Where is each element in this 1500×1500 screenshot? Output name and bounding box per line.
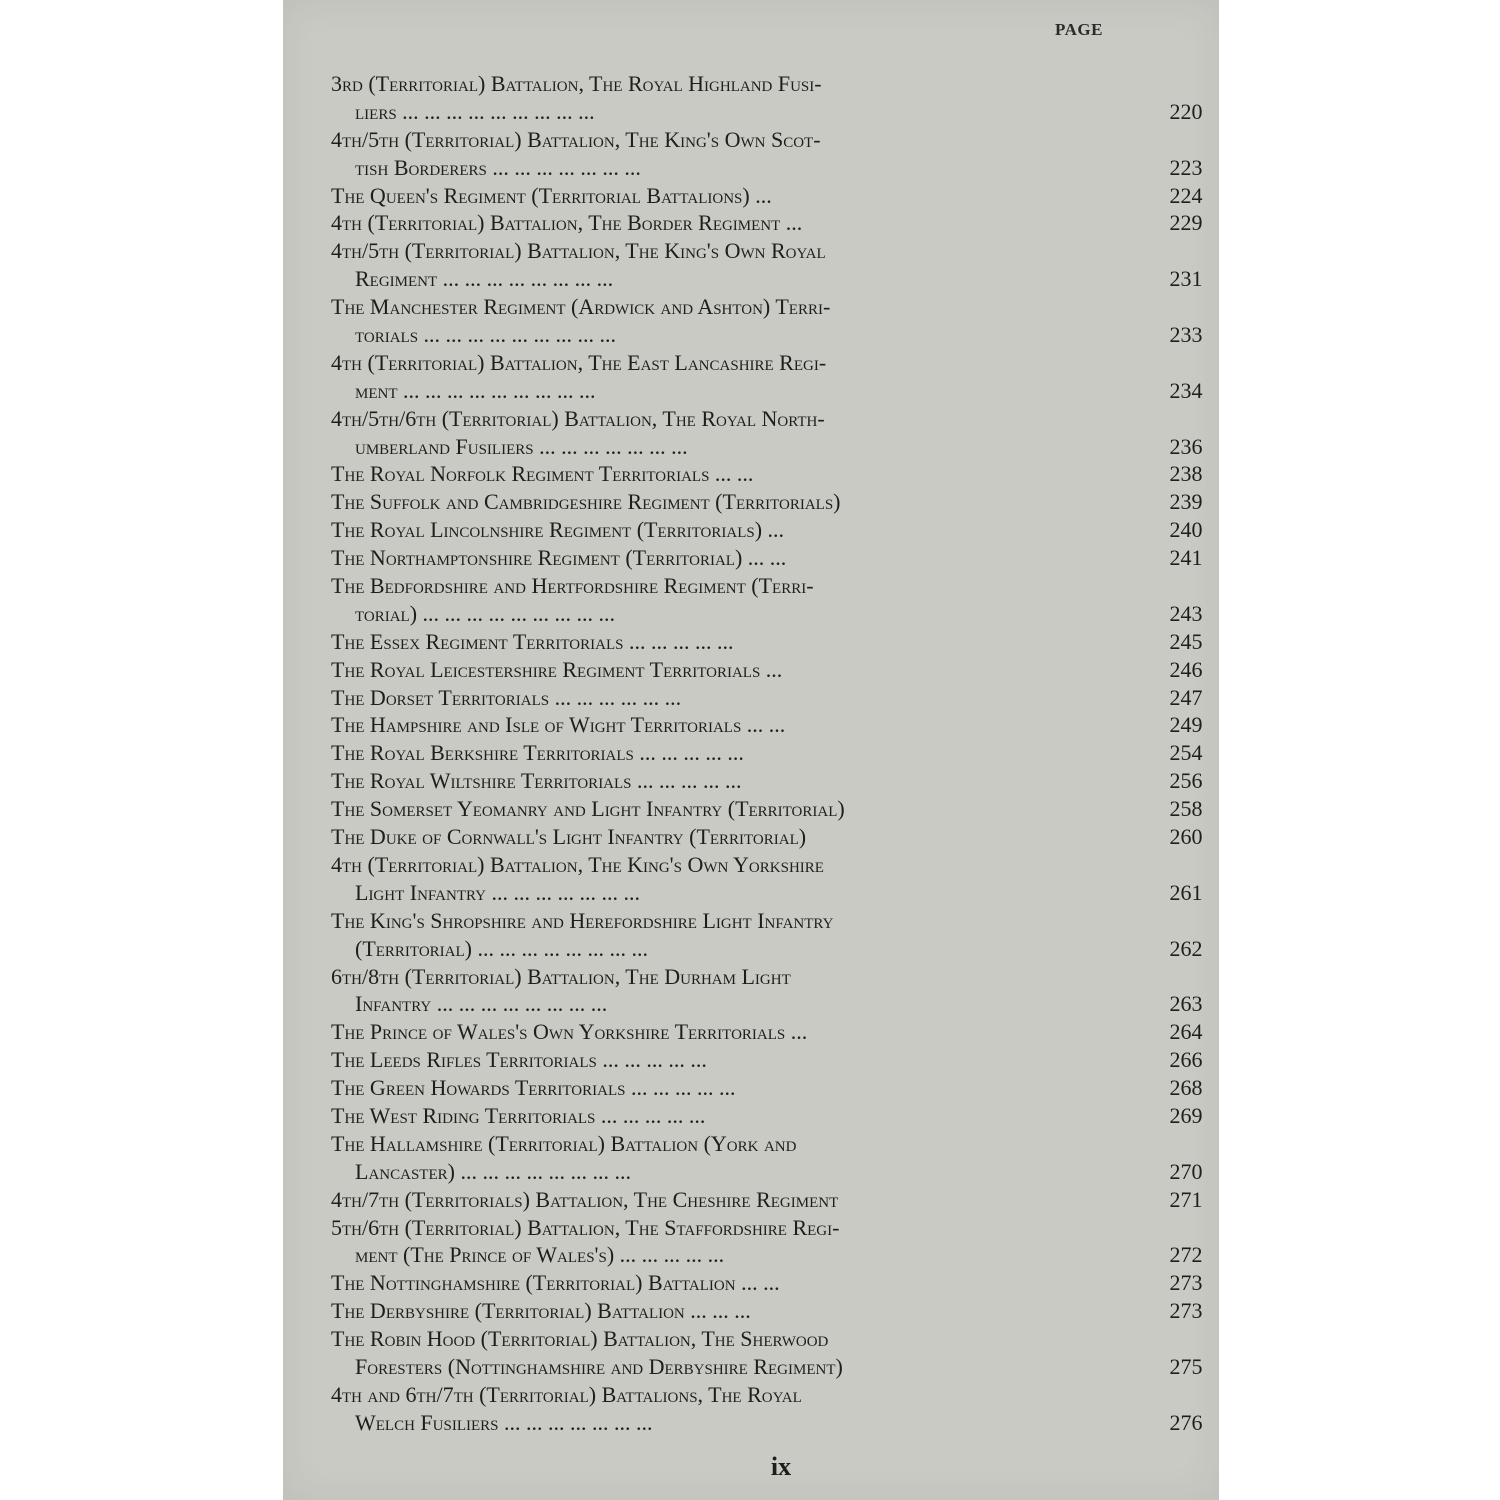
toc-entry-title: 6th/8th (Territorial) Battalion, The Durham Light: [331, 963, 791, 989]
toc-entry-page: 268: [1169, 1075, 1203, 1101]
toc-entry: [331, 628, 1203, 656]
toc-entry-title-continued: ment (The Prince of Wales's) ... ... ... ... ...: [355, 1242, 725, 1268]
toc-entry: [331, 1214, 1203, 1270]
toc-entry: [331, 405, 1203, 461]
toc-entry-page: 276: [1169, 1409, 1203, 1435]
toc-entry: [331, 1269, 1203, 1297]
toc-entry-page: 233: [1169, 322, 1203, 348]
toc-entry: [331, 460, 1203, 488]
toc-entry-title: 4th/5th/6th (Territorial) Battalion, The Royal North-: [331, 405, 825, 431]
toc-entry-page: 273: [1169, 1298, 1203, 1324]
toc-entry-page: 266: [1169, 1047, 1203, 1073]
toc-entry-title-continued: umberland Fusiliers ... ... ... ... ... ... ...: [355, 433, 688, 459]
toc-entry-title-continued: Welch Fusiliers ... ... ... ... ... ... ...: [355, 1409, 653, 1435]
toc-entry-page: 229: [1169, 210, 1203, 236]
toc-entry-page: 241: [1169, 545, 1203, 571]
toc-entry-title: The Manchester Regiment (Ardwick and Ashton) Terri-: [331, 294, 831, 320]
toc-entry-title: The Nottinghamshire (Territorial) Battalion ... ...: [331, 1270, 780, 1296]
toc-entry-page: 240: [1169, 517, 1203, 543]
toc-entry: [331, 851, 1203, 907]
toc-entry-title: The Duke of Cornwall's Light Infantry (Territorial): [331, 824, 807, 850]
toc-entry-page: 262: [1169, 935, 1203, 961]
toc-entry-title: The King's Shropshire and Herefordshire Light Infantry: [331, 907, 834, 933]
toc-entry-title: The Royal Wiltshire Territorials ... ... ... ... ...: [331, 768, 742, 794]
toc-entry: [331, 1130, 1203, 1186]
toc-entry-page: 245: [1169, 628, 1203, 654]
table-of-contents: [331, 70, 1203, 1437]
toc-entry-page: 238: [1169, 461, 1203, 487]
toc-entry-title: The Royal Norfolk Regiment Territorials ... ...: [331, 461, 754, 487]
toc-entry-page: 223: [1169, 154, 1203, 180]
toc-entry: [331, 516, 1203, 544]
toc-entry-page: 254: [1169, 740, 1203, 766]
toc-entry-page: 270: [1169, 1158, 1203, 1184]
toc-entry: [331, 209, 1203, 237]
toc-entry: [331, 1046, 1203, 1074]
toc-entry: [331, 1186, 1203, 1214]
toc-entry: [331, 70, 1203, 126]
toc-entry-page: 234: [1169, 377, 1203, 403]
toc-entry-title-continued: (Territorial) ... ... ... ... ... ... ... ...: [355, 935, 648, 961]
toc-entry-title-continued: torial) ... ... ... ... ... ... ... ... ...: [355, 600, 616, 626]
toc-entry: [331, 795, 1203, 823]
toc-entry-page: 260: [1169, 824, 1203, 850]
toc-entry: [331, 572, 1203, 628]
toc-entry: [331, 126, 1203, 182]
toc-entry-title: 4th (Territorial) Battalion, The East Lancashire Regi-: [331, 349, 827, 375]
toc-entry-title: 4th/7th (Territorials) Battalion, The Cheshire Regiment: [331, 1186, 839, 1212]
toc-entry: [331, 823, 1203, 851]
toc-entry-title: The Robin Hood (Territorial) Battalion, The Sherwood: [331, 1326, 829, 1352]
toc-entry-title: The Prince of Wales's Own Yorkshire Territorials ...: [331, 1019, 808, 1045]
toc-entry-title: The West Riding Territorials ... ... ... ... ...: [331, 1102, 706, 1128]
toc-entry-title: 4th and 6th/7th (Territorial) Battalions, The Royal: [331, 1381, 802, 1407]
toc-entry: [331, 1102, 1203, 1130]
page-column-header: PAGE: [1055, 20, 1103, 39]
toc-entry-page: 236: [1169, 433, 1203, 459]
toc-entry: [331, 907, 1203, 963]
toc-entry-title-continued: Lancaster) ... ... ... ... ... ... ... ...: [355, 1158, 631, 1184]
toc-entry-title-continued: ment ... ... ... ... ... ... ... ... ...: [355, 377, 596, 403]
toc-entry: [331, 656, 1203, 684]
toc-entry: [331, 349, 1203, 405]
toc-entry: [331, 1381, 1203, 1437]
toc-entry-page: 239: [1169, 489, 1203, 515]
toc-entry-page: 247: [1169, 684, 1203, 710]
page-number: ix: [770, 1452, 792, 1481]
toc-entry-title: The Royal Lincolnshire Regiment (Territorials) ...: [331, 517, 785, 543]
toc-entry: [331, 1074, 1203, 1102]
toc-entry-page: 256: [1169, 768, 1203, 794]
toc-entry-title-continued: Light Infantry ... ... ... ... ... ... ...: [355, 879, 640, 905]
toc-entry-title: 4th (Territorial) Battalion, The Border Regiment ...: [331, 210, 803, 236]
toc-entry-page: 249: [1169, 712, 1203, 738]
toc-entry-page: 273: [1169, 1270, 1203, 1296]
toc-entry: [331, 544, 1203, 572]
toc-entry-title: The Royal Leicestershire Regiment Territorials ...: [331, 656, 783, 682]
toc-entry-page: 224: [1169, 182, 1203, 208]
toc-entry: [331, 739, 1203, 767]
toc-entry-title: The Northamptonshire Regiment (Territorial) ... ...: [331, 545, 787, 571]
toc-entry-page: 272: [1169, 1242, 1203, 1268]
toc-entry: [331, 1325, 1203, 1381]
toc-entry-title: The Essex Regiment Territorials ... ... ... ... ...: [331, 628, 734, 654]
toc-entry: [331, 1297, 1203, 1325]
toc-entry: [331, 684, 1203, 712]
toc-entry-page: 231: [1169, 266, 1203, 292]
toc-entry-title-continued: Infantry ... ... ... ... ... ... ... ...: [355, 991, 608, 1017]
toc-entry: [331, 488, 1203, 516]
toc-entry: [331, 767, 1203, 795]
toc-entry-title: 4th/5th (Territorial) Battalion, The King's Own Scot-: [331, 126, 821, 152]
toc-entry-page: 258: [1169, 796, 1203, 822]
toc-entry-page: 271: [1169, 1186, 1203, 1212]
toc-entry-title: The Hallamshire (Territorial) Battalion (York and: [331, 1130, 797, 1156]
toc-entry-title-continued: Foresters (Nottinghamshire and Derbyshire Regiment): [355, 1353, 843, 1379]
toc-entry-title: The Somerset Yeomanry and Light Infantry (Territorial): [331, 796, 845, 822]
toc-entry: [331, 1018, 1203, 1046]
book-page: [283, 0, 1219, 1500]
toc-entry-page: 220: [1169, 98, 1203, 124]
toc-entry-title: The Dorset Territorials ... ... ... ... ... ...: [331, 684, 682, 710]
toc-entry-title: 4th/5th (Territorial) Battalion, The King's Own Royal: [331, 238, 826, 264]
toc-entry-page: 246: [1169, 656, 1203, 682]
toc-entry-title: The Derbyshire (Territorial) Battalion ... ... ...: [331, 1298, 751, 1324]
toc-entry-title: 4th (Territorial) Battalion, The King's Own Yorkshire: [331, 851, 824, 877]
toc-entry: [331, 182, 1203, 210]
toc-entry: [331, 963, 1203, 1019]
toc-entry-page: 243: [1169, 600, 1203, 626]
toc-entry-title: The Suffolk and Cambridgeshire Regiment (Territorials): [331, 489, 841, 515]
toc-entry-page: 275: [1169, 1353, 1203, 1379]
toc-entry-title-continued: liers ... ... ... ... ... ... ... ... ...: [355, 98, 595, 124]
toc-entry-title: The Queen's Regiment (Territorial Battalions) ...: [331, 182, 772, 208]
toc-entry-title: 5th/6th (Territorial) Battalion, The Staffordshire Regi-: [331, 1214, 840, 1240]
toc-entry-title: 3rd (Territorial) Battalion, The Royal Highland Fusi-: [331, 71, 822, 96]
toc-entry-title: The Royal Berkshire Territorials ... ... ... ... ...: [331, 740, 744, 766]
toc-entry-page: 263: [1169, 991, 1203, 1017]
toc-entry: [331, 293, 1203, 349]
toc-entry: [331, 237, 1203, 293]
toc-entry-title: The Hampshire and Isle of Wight Territorials ... ...: [331, 712, 786, 738]
toc-entry-title-continued: tish Borderers ... ... ... ... ... ... ...: [355, 154, 641, 180]
toc-entry-title: The Bedfordshire and Hertfordshire Regiment (Terri-: [331, 573, 814, 599]
toc-entry: [331, 711, 1203, 739]
toc-entry-page: 261: [1169, 879, 1203, 905]
toc-entry-page: 264: [1169, 1019, 1203, 1045]
toc-entry-title-continued: torials ... ... ... ... ... ... ... ... ...: [355, 322, 617, 348]
toc-entry-title: The Leeds Rifles Territorials ... ... ... ... ...: [331, 1047, 707, 1073]
toc-entry-title: The Green Howards Territorials ... ... ... ... ...: [331, 1075, 736, 1101]
toc-entry-title-continued: Regiment ... ... ... ... ... ... ... ...: [355, 266, 614, 292]
toc-entry-page: 269: [1169, 1102, 1203, 1128]
